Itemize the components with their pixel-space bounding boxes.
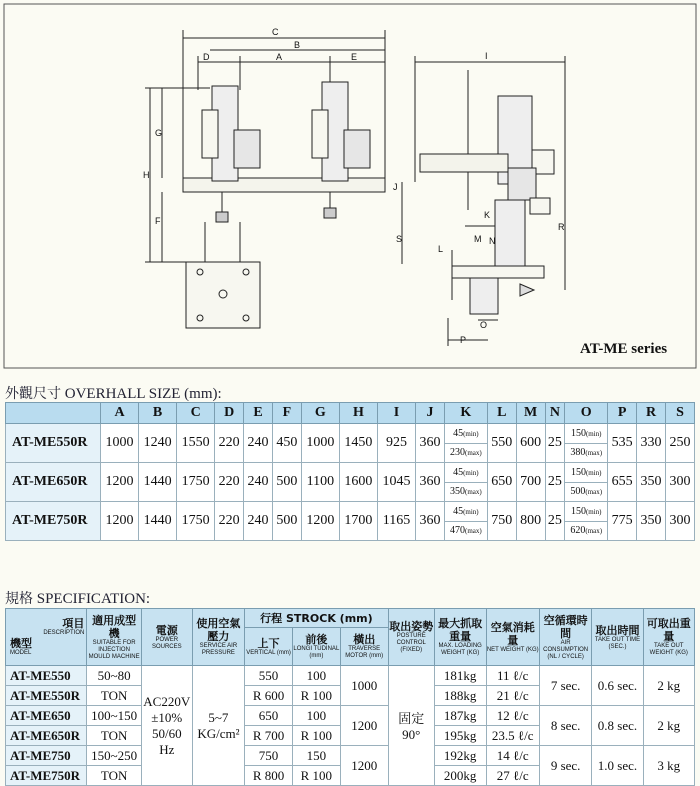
size-m: 700	[516, 463, 545, 502]
size-d: 220	[215, 424, 244, 463]
dim-label-l: L	[438, 244, 444, 254]
size-header-s: S	[665, 403, 694, 424]
spec-take-out-weight: 2 kg	[643, 706, 694, 746]
size-f: 500	[272, 502, 301, 541]
size-model: AT-ME750R	[6, 502, 101, 541]
spec-air-consumption: 23.5 ℓ/c	[486, 726, 539, 746]
size-header-model	[6, 403, 101, 424]
dim-label-k: K	[484, 210, 491, 220]
spec-header-item-model: 項目 DESCRIPTION 機型 MODEL	[6, 609, 87, 666]
dim-label-h: H	[143, 170, 150, 180]
spec-header-posture: 取出姿勢 POSTURE CONTROL (FIXED)	[388, 609, 434, 666]
size-n: 25	[545, 463, 565, 502]
spec-header-machine: 適用成型機 SUITABLE FOR INJECTION MOULD MACHINE	[87, 609, 142, 666]
size-l: 750	[487, 502, 516, 541]
spec-vertical: 750	[245, 746, 293, 766]
spec-max-load: 188kg	[434, 686, 486, 706]
size-header-c: C	[177, 403, 215, 424]
spec-air-consumption: 21 ℓ/c	[486, 686, 539, 706]
spec-model: AT-ME550R	[6, 686, 87, 706]
size-j: 360	[416, 502, 445, 541]
spec-air-consumption: 27 ℓ/c	[486, 766, 539, 786]
size-g: 1100	[301, 463, 339, 502]
size-d: 220	[215, 502, 244, 541]
spec-machine: 150~250	[87, 746, 142, 766]
spec-longitudinal: 150	[293, 746, 341, 766]
spec-vertical: 550	[245, 666, 293, 686]
spec-model: AT-ME550	[6, 666, 87, 686]
spec-max-load: 200kg	[434, 766, 486, 786]
dim-label-o: O	[480, 320, 488, 330]
spec-max-load: 187kg	[434, 706, 486, 726]
size-p: 775	[608, 502, 637, 541]
spec-take-out-time: 1.0 sec.	[592, 746, 643, 786]
size-model: AT-ME550R	[6, 424, 101, 463]
size-b: 1440	[139, 502, 177, 541]
spec-model: AT-ME650	[6, 706, 87, 726]
specification-table	[5, 608, 695, 786]
size-k: 45(min) 350(max)	[444, 463, 487, 502]
size-c: 1750	[177, 463, 215, 502]
dim-label-f: F	[155, 216, 161, 226]
spec-machine: TON	[87, 726, 142, 746]
dim-label-d: D	[203, 52, 210, 62]
spec-machine: TON	[87, 766, 142, 786]
front-view-drawing	[145, 30, 385, 328]
dim-label-r: R	[558, 222, 565, 232]
size-f: 500	[272, 463, 301, 502]
spec-air-consumption: 11 ℓ/c	[486, 666, 539, 686]
spec-posture: 固定 90°	[388, 666, 434, 786]
size-header-n: N	[545, 403, 565, 424]
size-h: 1600	[339, 463, 377, 502]
spec-header-cycle-time: 空循環時間 AIR CONSUMPTION (NL / CYCLE)	[539, 609, 592, 666]
size-a: 1000	[101, 424, 139, 463]
size-header-row	[6, 403, 695, 424]
size-i: 925	[377, 424, 415, 463]
spec-model: AT-ME750	[6, 746, 87, 766]
spec-row	[6, 706, 695, 726]
size-b: 1440	[139, 463, 177, 502]
size-g: 1200	[301, 502, 339, 541]
dim-label-i: I	[485, 51, 488, 61]
spec-max-load: 195kg	[434, 726, 486, 746]
size-header-d: D	[215, 403, 244, 424]
size-header-e: E	[244, 403, 273, 424]
size-o: 150(min) 380(max)	[565, 424, 608, 463]
size-a: 1200	[101, 502, 139, 541]
size-header-r: R	[637, 403, 666, 424]
size-row	[6, 463, 695, 502]
size-header-p: P	[608, 403, 637, 424]
spec-vertical: R 800	[245, 766, 293, 786]
size-g: 1000	[301, 424, 339, 463]
spec-header-air-pressure: 使用空氣壓力 SERVICE AIR PRESSURE	[192, 609, 244, 666]
spec-vertical: R 600	[245, 686, 293, 706]
spec-air-consumption: 12 ℓ/c	[486, 706, 539, 726]
size-k: 45(min) 230(max)	[444, 424, 487, 463]
size-header-b: B	[139, 403, 177, 424]
spec-header-traverse: 橫出 TRAVERSE MOTOR (mm)	[340, 628, 388, 666]
dim-label-c: C	[272, 27, 279, 37]
overall-size-title: 外觀尺寸 OVERHALL SIZE (mm):	[5, 386, 222, 402]
spec-take-out-time: 0.8 sec.	[592, 706, 643, 746]
spec-air-pressure: 5~7 KG/cm²	[192, 666, 244, 786]
size-i: 1045	[377, 463, 415, 502]
spec-machine: 50~80	[87, 666, 142, 686]
spec-header-longitudinal: 前後 LONGI TUDINAL (mm)	[293, 628, 341, 666]
dim-label-n: N	[489, 236, 496, 246]
size-i: 1165	[377, 502, 415, 541]
size-model: AT-ME650R	[6, 463, 101, 502]
size-header-j: J	[416, 403, 445, 424]
size-e: 240	[244, 463, 273, 502]
spec-take-out-time: 0.6 sec.	[592, 666, 643, 706]
size-header-i: I	[377, 403, 415, 424]
dim-label-m: M	[474, 234, 482, 244]
spec-row	[6, 666, 695, 686]
size-a: 1200	[101, 463, 139, 502]
spec-take-out-weight: 2 kg	[643, 666, 694, 706]
size-header-l: L	[487, 403, 516, 424]
size-header-g: G	[301, 403, 339, 424]
size-header-m: M	[516, 403, 545, 424]
spec-cycle-time: 9 sec.	[539, 746, 592, 786]
spec-max-load: 192kg	[434, 746, 486, 766]
dim-label-s: S	[396, 234, 403, 244]
spec-header-take-out-time: 取出時間 TAKE OUT TIME (SEC.)	[592, 609, 643, 666]
size-e: 240	[244, 424, 273, 463]
size-m: 600	[516, 424, 545, 463]
size-header-o: O	[565, 403, 608, 424]
spec-max-load: 181kg	[434, 666, 486, 686]
size-n: 25	[545, 502, 565, 541]
size-n: 25	[545, 424, 565, 463]
spec-model: AT-ME750R	[6, 766, 87, 786]
size-e: 240	[244, 502, 273, 541]
size-b: 1240	[139, 424, 177, 463]
spec-machine: TON	[87, 686, 142, 706]
spec-longitudinal: 100	[293, 706, 341, 726]
size-row	[6, 502, 695, 541]
size-r: 350	[637, 463, 666, 502]
size-l: 650	[487, 463, 516, 502]
dim-label-g: G	[155, 128, 163, 138]
spec-air-consumption: 14 ℓ/c	[486, 746, 539, 766]
size-row	[6, 424, 695, 463]
spec-power: AC220V ±10% 50/60 Hz	[141, 666, 192, 786]
size-s: 300	[665, 463, 694, 502]
size-c: 1750	[177, 502, 215, 541]
size-h: 1450	[339, 424, 377, 463]
spec-vertical: 650	[245, 706, 293, 726]
dim-label-j: J	[393, 182, 398, 192]
dim-label-b: B	[294, 40, 301, 50]
spec-traverse: 1200	[340, 746, 388, 786]
spec-cycle-time: 8 sec.	[539, 706, 592, 746]
spec-machine: 100~150	[87, 706, 142, 726]
spec-longitudinal: R 100	[293, 766, 341, 786]
size-f: 450	[272, 424, 301, 463]
dim-label-a: A	[276, 52, 283, 62]
spec-model: AT-ME650R	[6, 726, 87, 746]
spec-longitudinal: R 100	[293, 726, 341, 746]
spec-header-power: 電源 POWER SOURCES	[141, 609, 192, 666]
spec-row	[6, 746, 695, 766]
size-s: 300	[665, 502, 694, 541]
spec-header-row	[6, 609, 695, 628]
spec-header-take-out-weight: 可取出重量 TAKE OUT WEIGHT (KG)	[643, 609, 694, 666]
spec-header-stroke: 行程 STROCK (mm)	[245, 609, 389, 628]
size-header-a: A	[101, 403, 139, 424]
size-s: 250	[665, 424, 694, 463]
size-l: 550	[487, 424, 516, 463]
size-o: 150(min) 500(max)	[565, 463, 608, 502]
spec-traverse: 1000	[340, 666, 388, 706]
specification-title: 規格 SPECIFICATION:	[5, 591, 151, 607]
size-p: 535	[608, 424, 637, 463]
size-c: 1550	[177, 424, 215, 463]
spec-header-vertical: 上下 VERTICAL (mm)	[245, 628, 293, 666]
spec-vertical: R 700	[245, 726, 293, 746]
series-label: AT-ME series	[580, 341, 668, 357]
technical-drawing	[0, 0, 700, 372]
size-header-h: H	[339, 403, 377, 424]
spec-header-air-consumption: 空氣消耗量 NET WEIGHT (KG)	[486, 609, 539, 666]
dim-label-p: P	[460, 335, 467, 345]
dim-label-e: E	[351, 52, 358, 62]
size-j: 360	[416, 424, 445, 463]
size-p: 655	[608, 463, 637, 502]
size-h: 1700	[339, 502, 377, 541]
spec-longitudinal: 100	[293, 666, 341, 686]
size-m: 800	[516, 502, 545, 541]
spec-header-max-load: 最大抓取重量 MAX. LOADING WEIGHT (KG)	[434, 609, 486, 666]
size-o: 150(min) 620(max)	[565, 502, 608, 541]
size-d: 220	[215, 463, 244, 502]
size-header-k: K	[444, 403, 487, 424]
overall-size-table	[5, 402, 695, 541]
spec-longitudinal: R 100	[293, 686, 341, 706]
spec-traverse: 1200	[340, 706, 388, 746]
spec-cycle-time: 7 sec.	[539, 666, 592, 706]
size-header-f: F	[272, 403, 301, 424]
size-r: 330	[637, 424, 666, 463]
size-r: 350	[637, 502, 666, 541]
size-k: 45(min) 470(max)	[444, 502, 487, 541]
size-j: 360	[416, 463, 445, 502]
spec-take-out-weight: 3 kg	[643, 746, 694, 786]
side-view-drawing	[402, 56, 565, 346]
